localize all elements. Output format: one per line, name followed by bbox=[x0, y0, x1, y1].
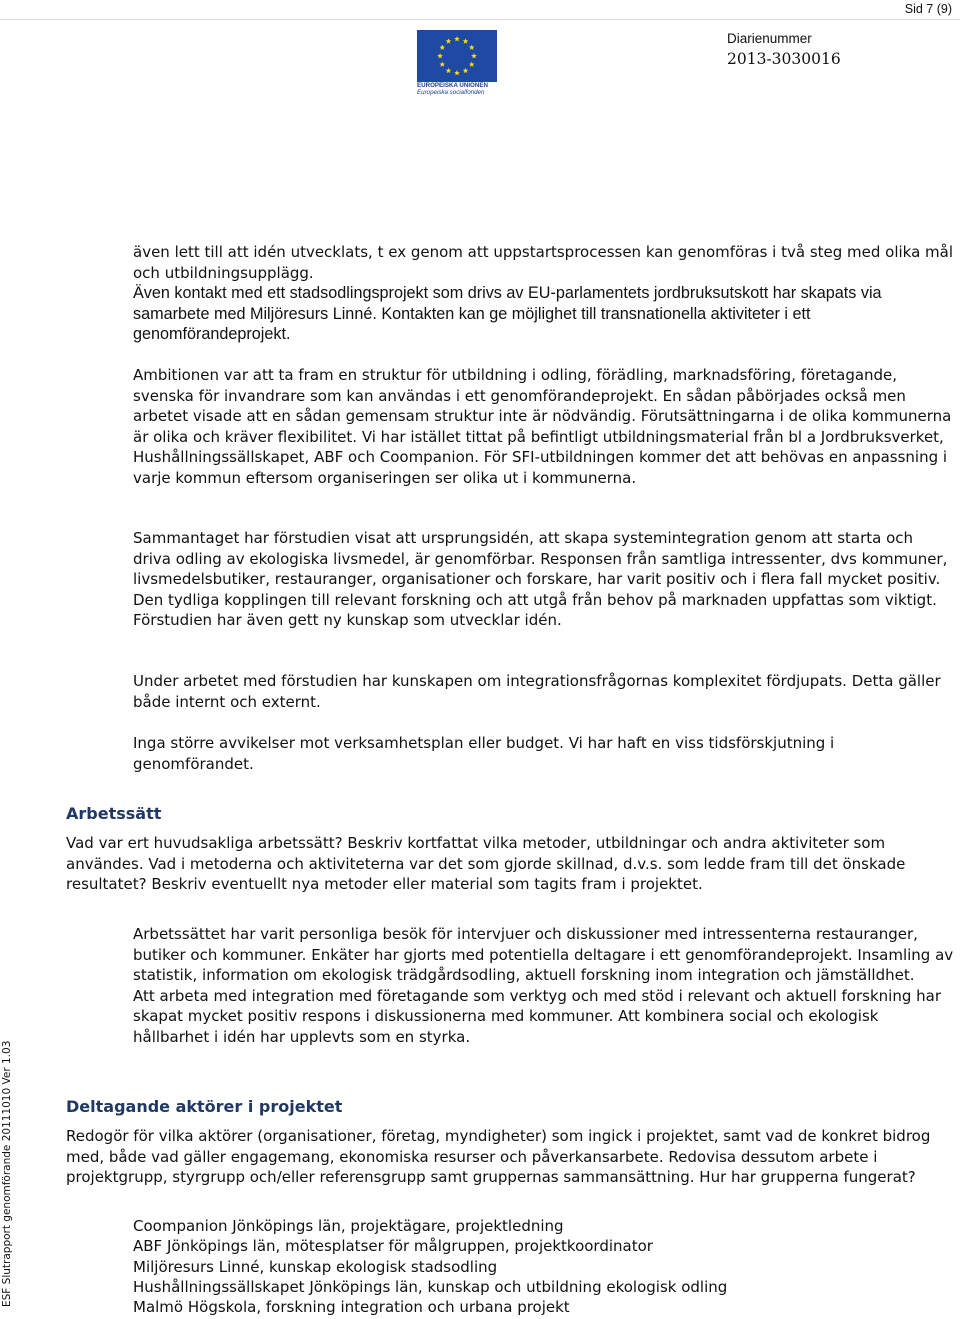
arbetssatt-answer-2: Att arbeta med integration med företagande som verktyg och med stöd i relevant och aktuell forskning har skapat mycket positiv respons i diskussionerna med kommuner. Att kombinera social och ekologisk hållbarhet i idén har upplevts som en styrka. bbox=[133, 986, 941, 1046]
arbetssatt-answer-1: Arbetssättet har varit personliga besök för intervjuer och diskussioner med intressenterna restauranger, butiker och kommuner. Enkäter har gjorts med potentiella deltagare i ett genomförandeprojekt. Insamling av statistik, information om ekologisk trädgårdsodling, aktuell forskning inom integration och jämställdhet. bbox=[133, 925, 954, 984]
eu-fund-text: Europeiska socialfonden bbox=[417, 89, 485, 96]
aktorer-heading: Deltagande aktörer i projektet bbox=[66, 1097, 343, 1116]
body-paragraph-3: Ambitionen var att ta fram en struktur för utbildning i odling, förädling, marknadsföring, företagande, svenska för invandrare som kan användas i ett genomförandeprojekt. En sådan påbörjades också men arbetet visade att en sådan gemensam struktur inte är nödvändig. Förutsättningarna i de olika kommunerna är olika och kräver flexibilitet. Vi har istället tittat på befintligt utbildningsmaterial från bl a Jordbruksverket, Hushållningssällskapet, ABF och Coompanion. För SFI-utbildningen kommer det att behövas en anpassning i varje kommun eftersom organiseringen ser olika ut i kommunerna. bbox=[133, 366, 952, 487]
body-paragraph-4: Sammantaget har förstudien visat att ursprungsidén, att skapa systemintegration genom att starta och driva odling av ekologiska livsmedel, är genomförbar. Responsen från samtliga intressenter, dvs kommuner, livsmedelsbutiker, restauranger, organisationer och forskare, har varit positiv och i flera fall mycket positiv. Den tydliga kopplingen till relevant forskning och att utgå från behov på marknaden uppfattas som viktigt. Förstudien har även gett ny kunskap som utvecklar idén. bbox=[133, 529, 948, 629]
page-number: Sid 7 (9) bbox=[0, 0, 960, 20]
arbetssatt-heading: Arbetssätt bbox=[66, 804, 162, 823]
eu-union-text: EUROPEISKA UNIONEN bbox=[417, 82, 488, 89]
body-paragraph-2: Även kontakt med ett stadsodlingsprojekt som drivs av EU-parlamentets jordbruksutskott har skapats via samarbete med Miljöresurs Linné. Kontakten kan ge möjlighet till transnationella aktiviteter i ett genomförandeprojekt. bbox=[133, 284, 882, 343]
eu-logo bbox=[417, 30, 499, 102]
list-item: Hushållningssällskapet Jönköpings län, kunskap och utbildning ekologisk odling bbox=[133, 1277, 728, 1296]
eu-flag-icon bbox=[417, 30, 497, 82]
diarienummer-label: Diarienummer bbox=[727, 31, 812, 46]
list-item: ABF Jönköpings län, mötesplatser för målgruppen, projektkoordinator bbox=[133, 1237, 653, 1256]
vertical-footer-text: ESF Slutrapport genomförande 20111010 Ver 1.03 bbox=[1, 1040, 13, 1307]
arbetssatt-answer bbox=[133, 924, 955, 1047]
aktorer-prompt: Redogör för vilka aktörer (organisationer, företag, myndigheter) som ingick i projektet, samt vad de konkret bidrog med, både vad gäller engagemang, ekonomiska resurser och påverkansarbete. Redovisa dessutom arbete i projektgrupp, styrgrupp och/eller referensgrupp samt gruppernas sammansättning. Hur har grupperna fungerat? bbox=[66, 1127, 931, 1186]
aktorer-list bbox=[133, 1216, 955, 1317]
list-item: Malmö Högskola, forskning integration och urbana projekt bbox=[133, 1298, 570, 1317]
body-paragraph-5: Under arbetet med förstudien har kunskapen om integrationsfrågornas komplexitet fördjupats. Detta gäller både internt och externt. bbox=[133, 672, 941, 711]
list-item: Coompanion Jönköpings län, projektägare, projektledning bbox=[133, 1217, 564, 1235]
list-item: Miljöresurs Linné, kunskap ekologisk stadsodling bbox=[133, 1257, 498, 1276]
body-paragraph-6: Inga större avvikelser mot verksamhetsplan eller budget. Vi har haft en viss tidsförskjutning i genomförandet. bbox=[133, 734, 835, 773]
arbetssatt-prompt: Vad var ert huvudsakliga arbetssätt? Beskriv kortfattat vilka metoder, utbildningar och andra aktiviteter som användes. Vad i metoderna och aktiviteterna var det som gjorde skillnad, d.v.s. som ledde fram till det önskade resultatet? Beskriv eventuellt nya metoder eller material som tagits fram i projektet. bbox=[66, 834, 906, 893]
body-paragraph-1: även lett till att idén utvecklats, t ex genom att uppstartsprocessen kan genomföras i två steg med olika mål och utbildningsupplägg. bbox=[133, 243, 954, 282]
eu-caption bbox=[417, 82, 499, 96]
diarienummer-value: 2013-3030016 bbox=[727, 50, 841, 68]
